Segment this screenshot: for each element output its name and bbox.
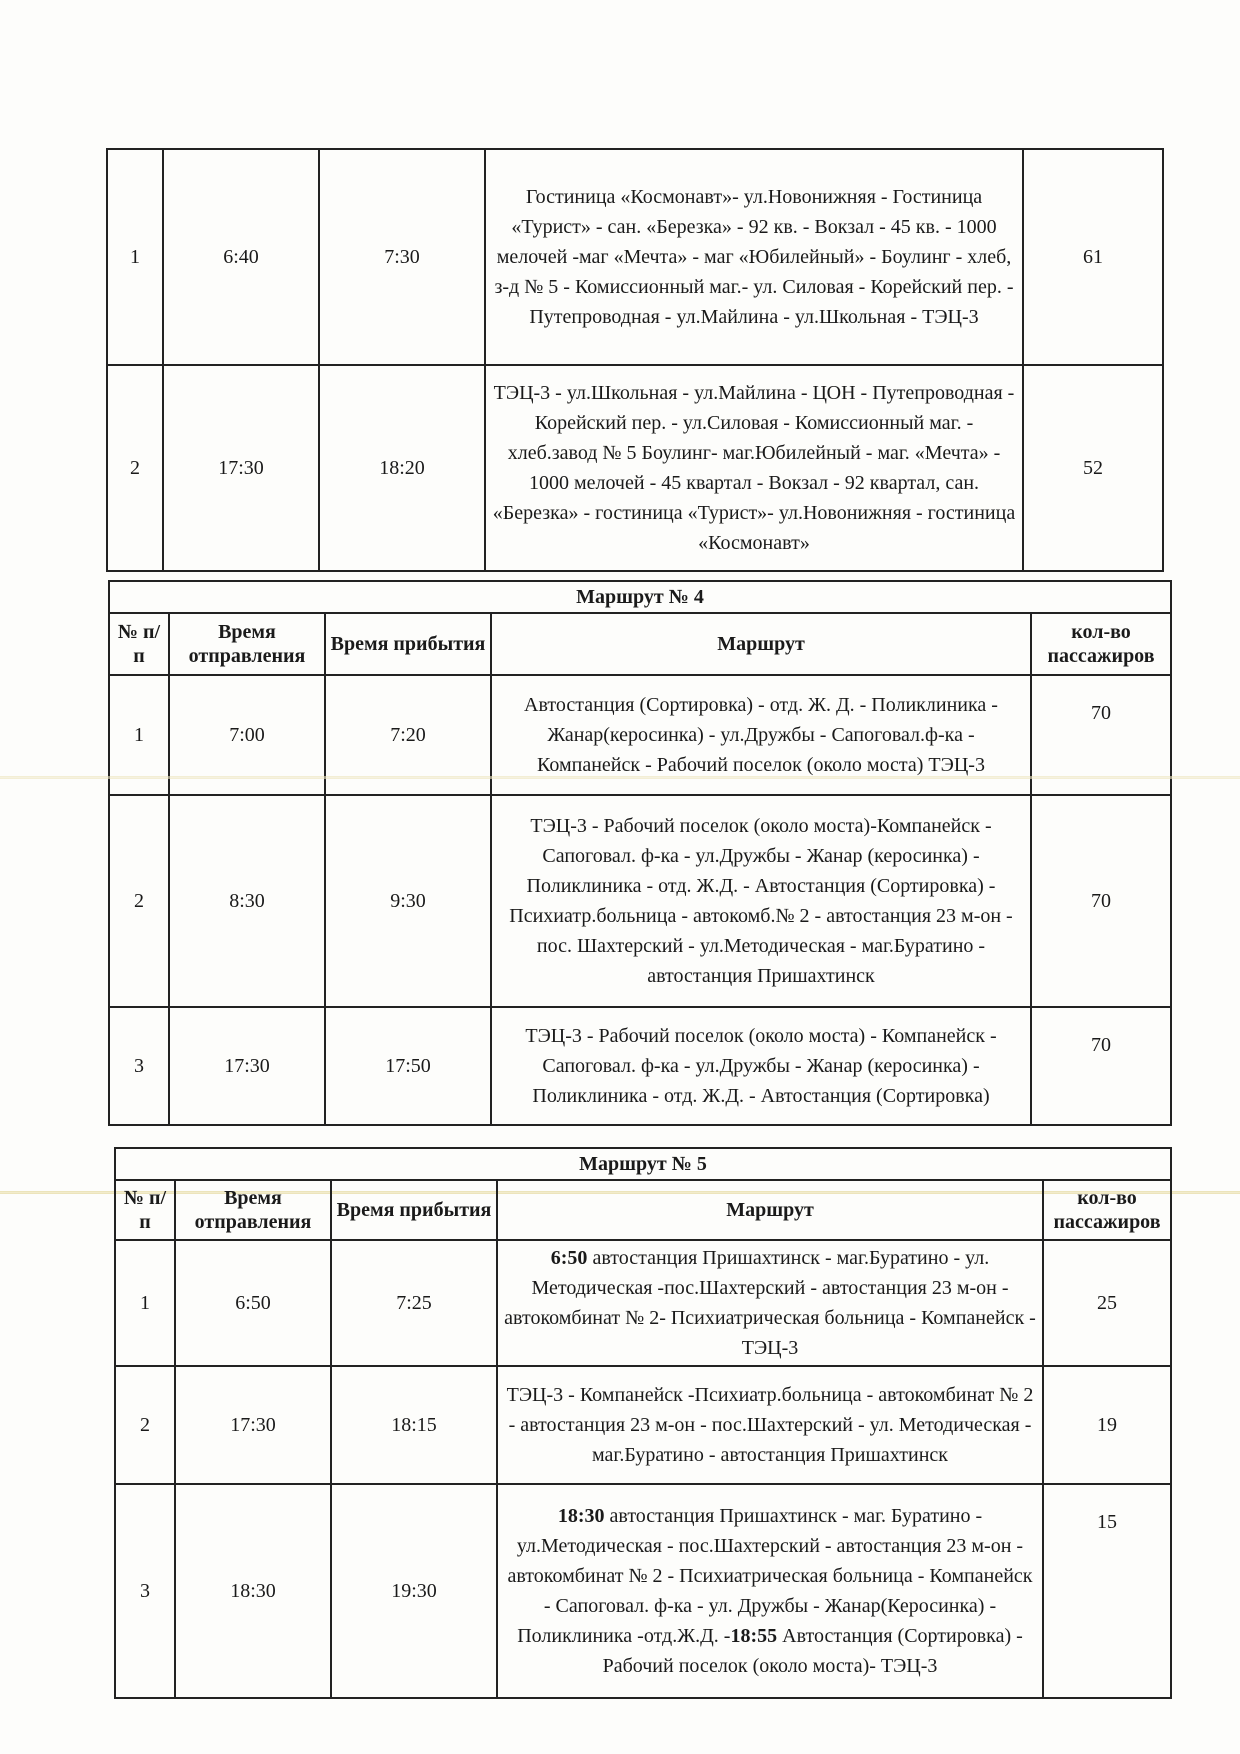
header-passengers: кол-во пассажиров <box>1031 613 1171 675</box>
table-header-row <box>115 1180 1171 1240</box>
departure-time: 8:30 <box>169 795 325 1007</box>
schedule-table-continued <box>106 148 1164 572</box>
arrival-time: 7:20 <box>325 675 491 795</box>
route-4-table <box>108 580 1172 1126</box>
header-departure: Время отправления <box>169 613 325 675</box>
route-text: Автостанция (Сортировка) - Рабочий поселок (около моста)- ТЭЦ-3 <box>602 1625 1023 1677</box>
arrival-time: 9:30 <box>325 795 491 1007</box>
passenger-count: 61 <box>1023 149 1163 365</box>
header-arrival: Время прибытия <box>331 1180 497 1240</box>
header-arrival: Время прибытия <box>325 613 491 675</box>
route-5-table <box>114 1147 1172 1699</box>
table-row <box>115 1240 1171 1366</box>
arrival-time: 19:30 <box>331 1484 497 1698</box>
route-description: ТЭЦ-3 - ул.Школьная - ул.Майлина - ЦОН - Путепроводная - Корейский пер. - ул.Силовая - Комиссионный маг. - хлеб.завод № 5 Боулинг- маг.Юбилейный - маг. «Мечта» - 1000 мелочей - 45 квартал - Вокзал - 92 квартал, сан. «Березка» - гостиница «Турист»- ул.Новонижняя - гостиница «Космонавт» <box>485 365 1023 571</box>
route-text: автостанция Пришахтинск - маг.Буратино - ул. Методическая -пос.Шахтерский - автостанция 23 м-он - автокомбинат № 2- Психиатрическая больница - Компанейск - ТЭЦ-3 <box>504 1247 1036 1359</box>
passenger-count: 19 <box>1043 1366 1171 1484</box>
arrival-time: 7:30 <box>319 149 485 365</box>
arrival-time: 18:15 <box>331 1366 497 1484</box>
header-departure: Время отправления <box>175 1180 331 1240</box>
departure-time: 18:30 <box>175 1484 331 1698</box>
header-number: № п/п <box>115 1180 175 1240</box>
passenger-count: 70 <box>1031 1007 1171 1125</box>
route-time-highlight: 18:30 <box>557 1505 605 1527</box>
route-title: Маршрут № 4 <box>109 581 1171 613</box>
route-description: ТЭЦ-3 - Рабочий поселок (около моста) - Компанейск - Сапоговал. ф-ка - ул.Дружбы - Жанар (керосинка) - Поликлиника - отд. Ж.Д. - Автостанция (Сортировка) <box>491 1007 1031 1125</box>
table-header-row <box>109 613 1171 675</box>
row-number: 2 <box>115 1366 175 1484</box>
row-number: 1 <box>109 675 169 795</box>
departure-time: 7:00 <box>169 675 325 795</box>
route-title: Маршрут № 5 <box>115 1148 1171 1180</box>
route-description: ТЭЦ-3 - Рабочий поселок (около моста)-Компанейск - Сапоговал. ф-ка - ул.Дружбы - Жанар (керосинка) - Поликлиника - отд. Ж.Д. - Автостанция (Сортировка) - Психиатр.больница - автокомб.№ 2 - автостанция 23 м-он - пос. Шахтерский - ул.Методическая - маг.Буратино - автостанция Пришахтинск <box>491 795 1031 1007</box>
departure-time: 17:30 <box>169 1007 325 1125</box>
row-number: 2 <box>107 365 163 571</box>
table-row <box>107 365 1163 571</box>
departure-time: 6:50 <box>175 1240 331 1366</box>
row-number: 1 <box>115 1240 175 1366</box>
arrival-time: 7:25 <box>331 1240 497 1366</box>
row-number: 1 <box>107 149 163 365</box>
route-description: Автостанция (Сортировка) - отд. Ж. Д. - Поликлиника - Жанар(керосинка) - ул.Дружбы - Сапоговал.ф-ка - Компанейск - Рабочий поселок (около моста) ТЭЦ-3 <box>491 675 1031 795</box>
route-description <box>497 1240 1043 1366</box>
route-description <box>497 1484 1043 1698</box>
route-time-highlight: 18:55 <box>730 1625 778 1647</box>
route-time-highlight: 6:50 <box>550 1247 588 1269</box>
table-row <box>115 1366 1171 1484</box>
header-route: Маршрут <box>491 613 1031 675</box>
passenger-count: 70 <box>1031 675 1171 795</box>
header-passengers: кол-во пассажиров <box>1043 1180 1171 1240</box>
passenger-count: 70 <box>1031 795 1171 1007</box>
arrival-time: 17:50 <box>325 1007 491 1125</box>
departure-time: 17:30 <box>163 365 319 571</box>
table-row <box>115 1484 1171 1698</box>
table-row <box>109 1007 1171 1125</box>
table-row <box>109 795 1171 1007</box>
row-number: 3 <box>109 1007 169 1125</box>
row-number: 2 <box>109 795 169 1007</box>
passenger-count: 52 <box>1023 365 1163 571</box>
route-text: автостанция Пришахтинск - маг. Буратино - ул.Методическая - пос.Шахтерский - автостанция 23 м-он - автокомбинат № 2 - Психиатрическая больница - Компанейск - Сапоговал. ф-ка - ул. Дружбы - Жанар(Керосинка) - Поликлиника -отд.Ж.Д. - <box>507 1505 1033 1647</box>
passenger-count: 25 <box>1043 1240 1171 1366</box>
arrival-time: 18:20 <box>319 365 485 571</box>
departure-time: 6:40 <box>163 149 319 365</box>
table-row <box>107 149 1163 365</box>
header-route: Маршрут <box>497 1180 1043 1240</box>
route-description: ТЭЦ-3 - Компанейск -Психиатр.больница - автокомбинат № 2 - автостанция 23 м-он - пос.Шахтерский - ул. Методическая - маг.Буратино - автостанция Пришахтинск <box>497 1366 1043 1484</box>
table-title-row <box>109 581 1171 613</box>
header-number: № п/п <box>109 613 169 675</box>
departure-time: 17:30 <box>175 1366 331 1484</box>
scan-fold-line <box>0 776 1240 779</box>
route-description: Гостиница «Космонавт»- ул.Новонижняя - Гостиница «Турист» - сан. «Березка» - 92 кв. - Вокзал - 45 кв. - 1000 мелочей -маг «Мечта» - маг «Юбилейный» - Боулинг - хлеб, з-д № 5 - Комиссионный маг.- ул. Силовая - Корейский пер. - Путепроводная - ул.Майлина - ул.Школьная - ТЭЦ-3 <box>485 149 1023 365</box>
passenger-count: 15 <box>1043 1484 1171 1698</box>
row-number: 3 <box>115 1484 175 1698</box>
table-title-row <box>115 1148 1171 1180</box>
